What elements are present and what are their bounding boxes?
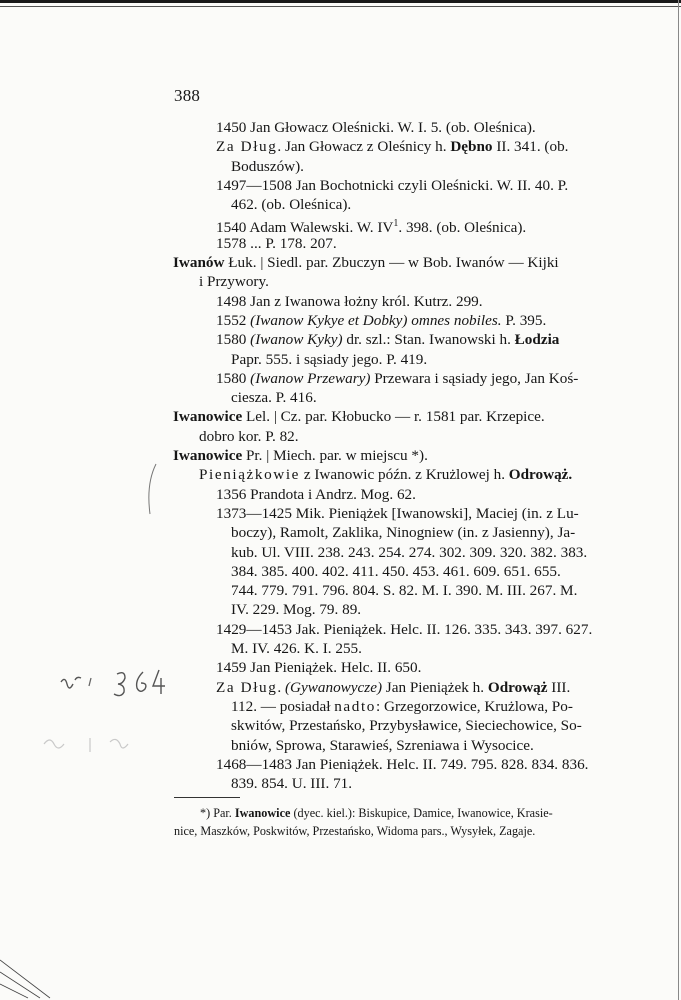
text-run: 1468—1483 Jan Pieniążek. Helc. II. 749. 795. 828. 834. 836. (216, 755, 589, 773)
text-run: Łuk. | Siedl. par. Zbuczyn — w Bob. Iwanów — Kijki (224, 254, 559, 272)
text-line (173, 465, 628, 484)
text-run: Papr. 555. i sąsiady jego. P. 419. (231, 350, 428, 368)
text-run: Dębno (450, 138, 493, 156)
text-line (173, 774, 628, 793)
text-run: Pieniążkowie (199, 466, 301, 484)
text-run: 1 (393, 218, 399, 230)
page-corner-marks (0, 940, 60, 1000)
text-line (173, 485, 628, 504)
text-run: III. (547, 678, 571, 696)
text-run: Dług (240, 678, 278, 696)
text-run: 839. 854. U. III. 71. (231, 775, 353, 793)
text-line (173, 407, 628, 426)
text-line (173, 639, 628, 658)
text-line (173, 388, 628, 407)
text-line (173, 620, 628, 639)
text-run: Łodzia (514, 331, 560, 349)
text-run: 1540 Adam Walewski. W. IV (216, 219, 394, 237)
text-run: skwitów, Przestańsko, Przybysławice, Sieciechowice, So- (231, 717, 582, 735)
text-line (173, 581, 628, 600)
text-run: Pr. | Miech. par. w miejscu *). (242, 447, 428, 465)
text-run: kub. Ul. VIII. 238. 243. 254. 274. 302. 309. 320. 382. 383. (231, 543, 588, 561)
text-line (173, 311, 628, 330)
text-run: Iwanowice (173, 408, 243, 426)
text-line (173, 369, 628, 388)
text-line (173, 504, 628, 523)
margin-bracket-mark (142, 460, 162, 520)
text-run: 1429—1453 Jak. Pieniążek. Helc. II. 126. 335. 343. 397. 627. (216, 620, 593, 638)
text-run: dobro kor. P. 82. (199, 427, 299, 445)
text-run: . 398. (ob. Oleśnica). (398, 219, 527, 237)
text-run: bniów, Sprowa, Starawieś, Szreniawa i Wysocice. (231, 736, 534, 754)
text-run: IV. 229. Mog. 79. 89. (231, 601, 362, 619)
text-line (173, 543, 628, 562)
text-run: Jan Pieniążek h. (382, 678, 488, 696)
text-run: nadto (334, 697, 376, 715)
text-line (173, 272, 628, 291)
text-run: 1459 Jan Pieniążek. Helc. II. 650. (216, 659, 422, 677)
text-run: 1497—1508 Jan Bochotnicki czyli Oleśnicki. W. II. 40. P. (216, 176, 569, 194)
text-run: Przewara i sąsiady jego, Jan Koś- (370, 369, 579, 387)
text-run: 384. 385. 400. 402. 411. 450. 453. 461. 609. 651. 655. (231, 562, 561, 580)
text-line (173, 446, 628, 465)
text-run: 112. — posiadał (231, 697, 335, 715)
text-line (173, 697, 628, 716)
text-run: (Iwanow Przewary) (250, 369, 371, 387)
text-run: (Iwanow Kykye et Dobky) omnes nobiles. (250, 311, 502, 329)
text-run: (Gywanowycze) (285, 678, 382, 696)
text-run: : Grzegorzowice, Krużlowa, Po- (375, 697, 573, 715)
text-run: 462. (ob. Oleśnica). (231, 196, 352, 214)
text-run: . (277, 678, 285, 696)
text-run: i Przywory. (199, 273, 269, 291)
text-run: 1552 (216, 311, 251, 329)
text-run: 1498 Jan z Iwanowa łożny król. Kutrz. 299. (216, 292, 483, 310)
text-run: Iwanów (173, 254, 225, 272)
text-line (173, 523, 628, 542)
footnote (174, 805, 624, 840)
text-line (173, 253, 628, 272)
text-run: 1450 Jan Głowacz Oleśnicki. W. I. 5. (ob. Oleśnica). (216, 119, 536, 136)
text-run: 1356 Prandota i Andrz. Mog. 62. (216, 485, 416, 503)
text-run: 1578 ... P. 178. 207. (216, 234, 337, 252)
text-line (173, 137, 628, 156)
footnote-separator (174, 797, 240, 798)
text-body (173, 118, 628, 793)
text-run: z Iwanowic późn. z Krużlowej h. (300, 466, 509, 484)
handwritten-margin-note (55, 660, 185, 710)
text-run: Odrowąż. (508, 466, 573, 484)
text-line (173, 678, 628, 697)
text-line (173, 214, 628, 237)
line-prefix: Za (216, 678, 241, 696)
top-border (0, 0, 681, 3)
footnote-line: nice, Maszków, Poskwitów, Przestańsko, Widoma pars., Wysyłek, Zagaje. (174, 823, 536, 838)
text-run: dr. szl.: Stan. Iwanowski h. (342, 331, 515, 349)
text-run: Lel. | Cz. par. Kłobucko — r. 1581 par. Krzepice. (242, 408, 545, 426)
text-run: . Jan Głowacz z Oleśnicy h. (277, 138, 451, 156)
text-run: Odrowąż (487, 678, 548, 696)
text-line (173, 330, 628, 349)
text-run: II. 341. (ob. (492, 138, 569, 156)
text-run: (Iwanow Kyky) (250, 331, 343, 349)
text-line (173, 427, 628, 446)
top-border-thin (0, 6, 681, 7)
text-run: Dług (240, 138, 278, 156)
text-run: 1373—1425 Mik. Pieniążek [Iwanowski], Maciej (in. z Lu- (216, 504, 579, 522)
text-line (173, 755, 628, 774)
text-run: ciesza. P. 416. (231, 389, 317, 407)
text-line (173, 350, 628, 369)
text-run: M. IV. 426. K. I. 255. (231, 640, 362, 658)
text-run: boczy), Ramolt, Zaklika, Ninogniew (in. z Jasienny), Ja- (231, 524, 576, 542)
text-line (173, 118, 628, 137)
text-line (173, 736, 628, 755)
page-number: 388 (174, 86, 201, 105)
text-line (173, 176, 628, 195)
faint-margin-scribble (40, 730, 160, 760)
text-line (173, 157, 628, 176)
text-run: Iwanowice (173, 447, 243, 465)
text-run: 1580 (216, 369, 251, 387)
text-run: P. 395. (501, 311, 547, 329)
text-run: 744. 779. 791. 796. 804. S. 82. M. I. 390. M. III. 267. M. (231, 582, 578, 600)
text-line (173, 600, 628, 619)
footnote-text: (dyec. kiel.): Biskupice, Damice, Iwanowice, Krasie- (290, 806, 553, 820)
text-line (173, 658, 628, 677)
text-line (173, 195, 628, 214)
text-line (173, 292, 628, 311)
text-line (173, 716, 628, 735)
text-run: 1580 (216, 331, 251, 349)
footnote-marker: *) Par. (200, 806, 235, 820)
footnote-line (174, 805, 624, 823)
text-run: Boduszów). (231, 157, 304, 175)
text-line (173, 562, 628, 581)
right-page-edge (678, 0, 679, 1000)
footnote-headword: Iwanowice (234, 806, 291, 820)
line-prefix: Za (216, 138, 241, 156)
